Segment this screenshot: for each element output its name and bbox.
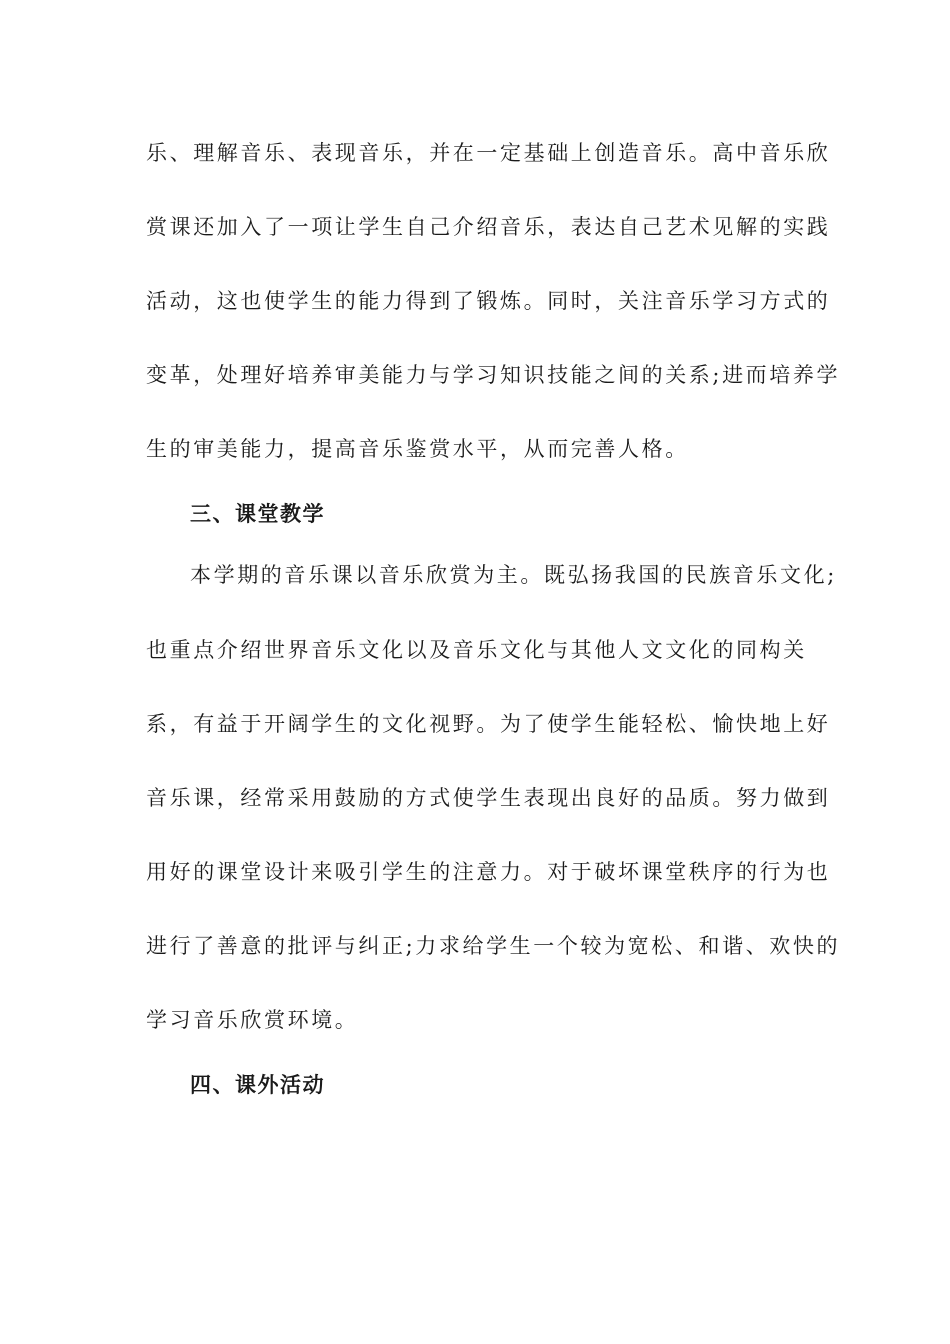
paragraph-line: 学习音乐欣赏环境。	[146, 1008, 359, 1032]
paragraph-line: 也重点介绍世界音乐文化以及音乐文化与其他人文文化的同构关	[146, 638, 807, 662]
section-heading-classroom-teaching: 三、课堂教学	[190, 501, 325, 526]
paragraph-line: 赏课还加入了一项让学生自己介绍音乐，表达自己艺术见解的实践	[146, 215, 831, 239]
paragraph-line: 本学期的音乐课以音乐欣赏为主。既弘扬我国的民族音乐文化;	[190, 563, 837, 587]
paragraph-line: 生的审美能力，提高音乐鉴赏水平，从而完善人格。	[146, 437, 689, 461]
paragraph-line: 用好的课堂设计来吸引学生的注意力。对于破坏课堂秩序的行为也	[146, 860, 831, 884]
paragraph-line: 乐、理解音乐、表现音乐，并在一定基础上创造音乐。高中音乐欣	[146, 141, 831, 165]
paragraph-line: 变革，处理好培养审美能力与学习知识技能之间的关系;进而培养学	[146, 363, 841, 387]
section-heading-extracurricular-activities: 四、课外活动	[190, 1072, 325, 1097]
paragraph-line: 活动，这也使学生的能力得到了锻炼。同时，关注音乐学习方式的	[146, 289, 831, 313]
paragraph-line: 音乐课，经常采用鼓励的方式使学生表现出良好的品质。努力做到	[146, 786, 831, 810]
paragraph-line: 进行了善意的批评与纠正;力求给学生一个较为宽松、和谐、欢快的	[146, 934, 841, 958]
paragraph-line: 系，有益于开阔学生的文化视野。为了使学生能轻松、愉快地上好	[146, 712, 831, 736]
